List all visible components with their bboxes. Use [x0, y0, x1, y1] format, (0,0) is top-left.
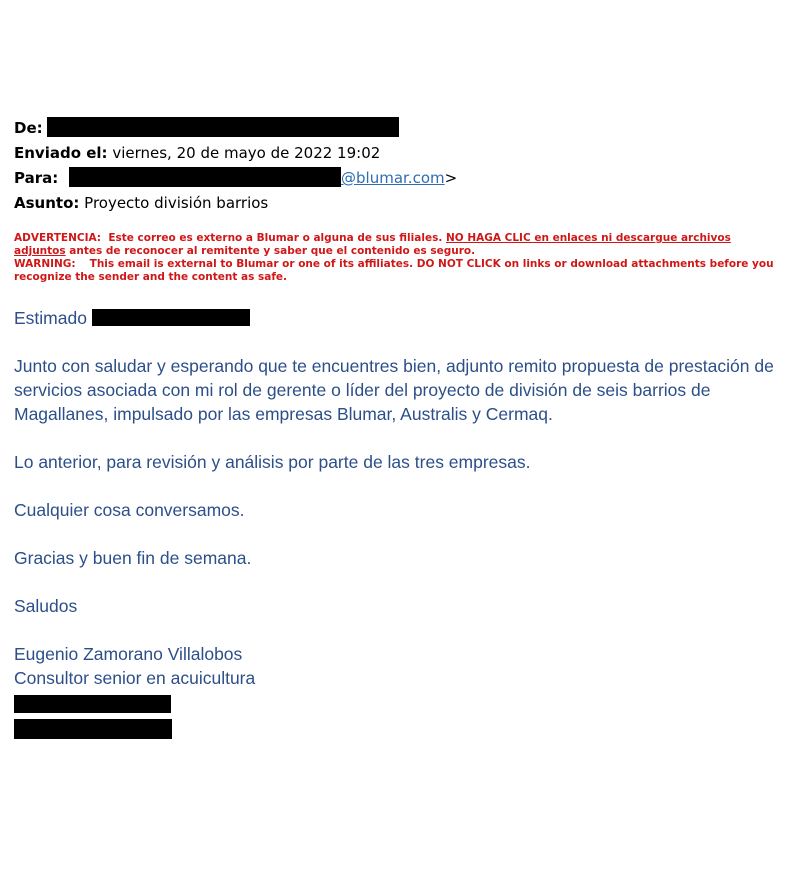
redacted-recipient	[69, 167, 341, 187]
body-paragraph-4: Gracias y buen fin de semana.	[14, 548, 252, 568]
message-body	[14, 306, 786, 739]
body-paragraph-2: Lo anterior, para revisión y análisis por parte de las tres empresas.	[14, 452, 531, 472]
closing: Saludos	[14, 596, 78, 616]
to-row	[14, 166, 786, 191]
subject-row	[14, 191, 786, 216]
sent-row	[14, 141, 786, 166]
subject-value: Proyecto división barrios	[84, 194, 269, 212]
warning-es-label: ADVERTENCIA:	[14, 232, 102, 244]
sent-value: viernes, 20 de mayo de 2022 19:02	[112, 144, 381, 162]
external-email-warning	[14, 232, 786, 284]
warning-es-text: Este correo es externo a Blumar o alguna de sus filiales.	[108, 232, 443, 244]
email-message	[14, 116, 786, 739]
redacted-recipient-name	[92, 309, 250, 326]
subject-label: Asunto:	[14, 194, 80, 212]
warning-spanish	[14, 232, 786, 258]
from-label: De:	[14, 119, 43, 137]
signature	[14, 642, 786, 739]
sent-label: Enviado el:	[14, 144, 108, 162]
signature-name: Eugenio Zamorano Villalobos	[14, 644, 243, 664]
from-row	[14, 116, 786, 141]
redacted-signature-line-2	[14, 719, 172, 739]
body-paragraph-3: Cualquier cosa conversamos.	[14, 500, 245, 520]
warning-es-emphasis: NO HAGA CLIC en enlaces ni descargue archivos adjuntos	[14, 232, 731, 257]
to-label: Para:	[14, 169, 59, 187]
signature-title: Consultor senior en acuicultura	[14, 668, 256, 688]
recipient-email-link[interactable]: @blumar.com	[341, 169, 445, 187]
redacted-signature-line-1	[14, 695, 171, 713]
warning-en-label: WARNING:	[14, 258, 76, 270]
warning-english	[14, 258, 786, 284]
redacted-sender	[47, 117, 399, 137]
warning-es-tail: antes de reconocer al remitente y saber que el contenido es seguro.	[69, 245, 476, 257]
body-paragraph-1: Junto con saludar y esperando que te encuentres bien, adjunto remito propuesta de prestación de servicios asociada con mi rol de gerente o líder del proyecto de división de seis barrios de Magallanes, impulsado por las empresas Blumar, Australis y Cermaq.	[14, 356, 774, 424]
greeting	[14, 306, 786, 330]
recipient-close: >	[444, 169, 458, 187]
greeting-text: Estimado	[14, 308, 87, 328]
warning-en-text: This email is external to Blumar or one of its affiliates. DO NOT CLICK on links or download attachments before you recognize the sender and the content as safe.	[14, 258, 774, 283]
